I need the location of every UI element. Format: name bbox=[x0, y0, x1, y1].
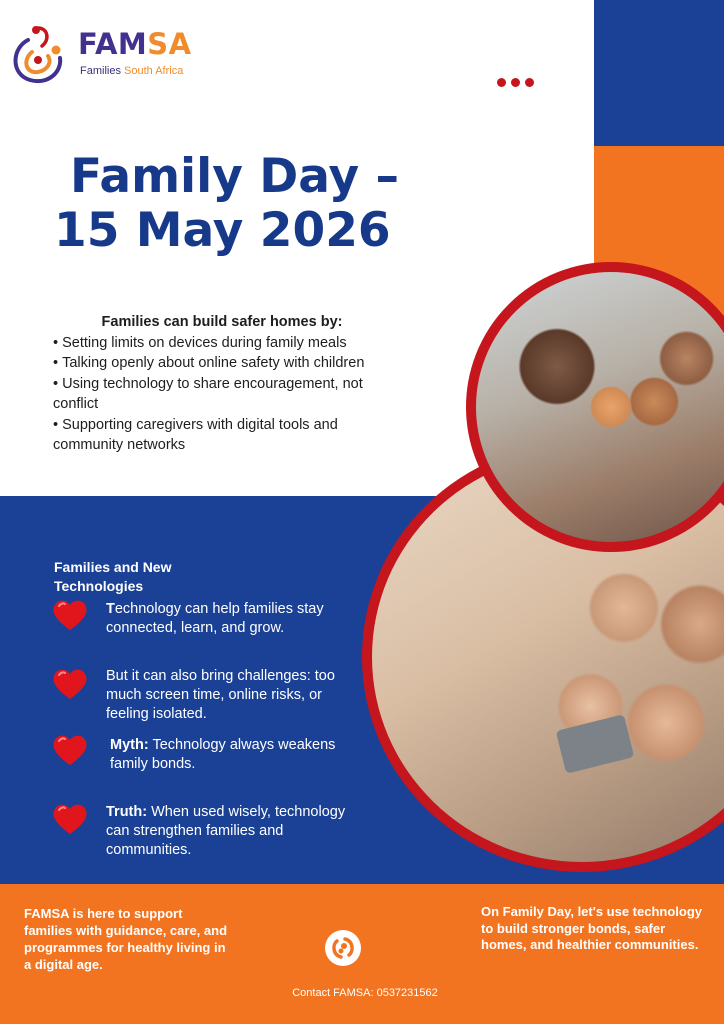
safer-homes-list bbox=[53, 333, 403, 456]
logo-wordmark-part1: FAM bbox=[78, 27, 148, 61]
tech-item-4-lead: Truth: bbox=[106, 804, 148, 820]
tech-item-2 bbox=[106, 667, 346, 724]
heart-icon bbox=[52, 667, 88, 701]
logo-subtitle-part2: South Africa bbox=[124, 65, 184, 77]
tech-item-1-text: echnology can help families stay connected, learn, and grow. bbox=[106, 601, 324, 636]
more-dots-icon bbox=[497, 78, 537, 88]
list-item: • Setting limits on devices during family meals bbox=[53, 333, 403, 354]
technologies-heading: Families and New Technologies bbox=[54, 559, 172, 594]
tech-item-2-text: But it can also bring challenges: too much screen time, online risks, or feeling isolated. bbox=[106, 668, 335, 722]
list-item: • Supporting caregivers with digital tools and community networks bbox=[53, 415, 403, 456]
logo-subtitle bbox=[80, 65, 183, 77]
footer-right-text: On Family Day, let's use technology to build stronger bonds, safer homes, and healthier communities. bbox=[481, 904, 703, 952]
logo-subtitle-part1: Families bbox=[80, 65, 125, 77]
tech-item-1-lead: T bbox=[106, 601, 115, 617]
list-item: • Using technology to share encouragement, not conflict bbox=[53, 374, 403, 415]
safer-homes-section bbox=[53, 312, 403, 456]
famsa-family-logo-icon bbox=[8, 22, 68, 86]
footer-contact: Contact FAMSA: 0537231562 bbox=[292, 987, 438, 999]
tech-item-3-lead: Myth: bbox=[110, 737, 149, 753]
safer-homes-heading: Families can build safer homes by: bbox=[101, 314, 343, 330]
heart-icon bbox=[52, 733, 88, 767]
tech-item-1 bbox=[106, 600, 346, 638]
tech-item-3 bbox=[110, 736, 350, 774]
list-item: • Talking openly about online safety with children bbox=[53, 353, 403, 374]
top-right-blue-block bbox=[594, 0, 724, 146]
page-title bbox=[54, 150, 474, 258]
tech-item-3-text: Technology always weakens family bonds. bbox=[110, 737, 336, 772]
logo-wordmark bbox=[78, 27, 192, 61]
title-line-2: 15 May 2026 bbox=[54, 203, 391, 258]
famsa-round-logo-icon bbox=[324, 929, 362, 967]
heart-icon bbox=[52, 598, 88, 632]
tech-item-4 bbox=[106, 803, 346, 860]
footer-left-text: FAMSA is here to support families with guidance, care, and programmes for healthy living in a digital age. bbox=[24, 906, 228, 972]
logo-wordmark-part2: SA bbox=[147, 27, 192, 61]
heart-icon bbox=[52, 802, 88, 836]
tech-item-4-text: When used wisely, technology can strengthen families and communities. bbox=[106, 804, 346, 858]
title-line-1: Family Day – bbox=[70, 149, 400, 204]
